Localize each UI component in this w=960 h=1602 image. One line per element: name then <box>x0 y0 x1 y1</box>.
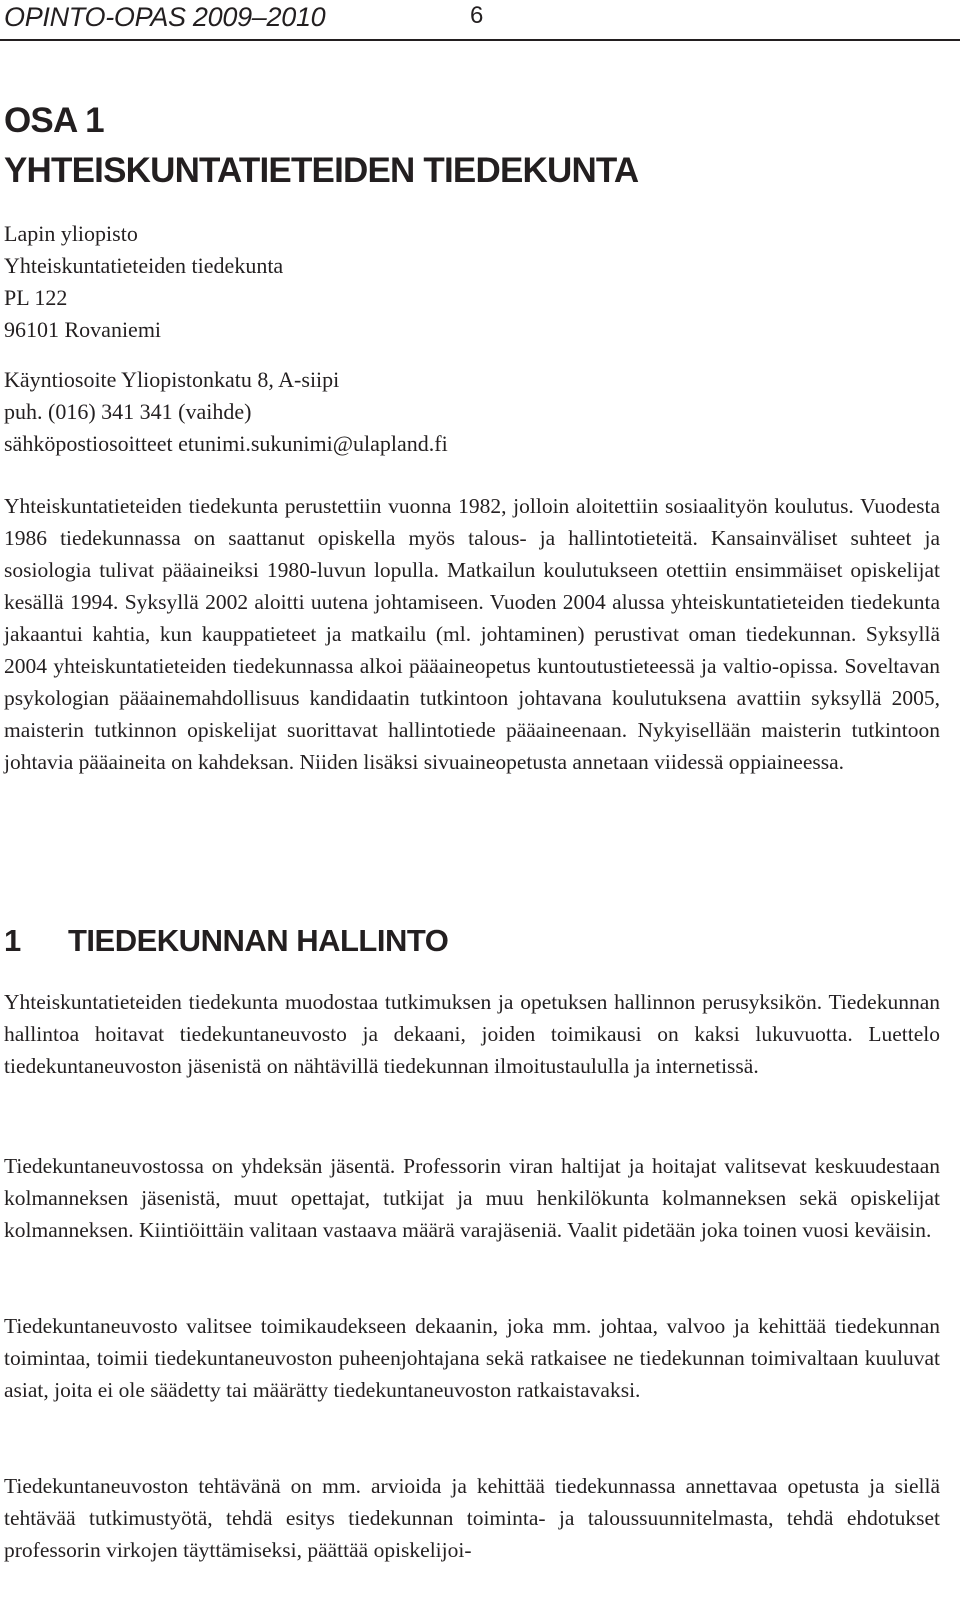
body-paragraph: Tiedekuntaneuvostossa on yhdeksän jäsentä. Professorin viran haltijat ja hoitajat valitsevat keskuudestaan kolmanneksen jäsenistä, muut opettajat, tutkijat ja muu henkilökunta kolmanneksen sekä opiskelijat kolmanneksen. Kiintiöittäin valitaan vastaava määrä varajäseniä. Vaalit pidetään joka toinen vuosi keväisin. <box>4 1154 940 1242</box>
body-paragraph: Tiedekuntaneuvoston tehtävänä on mm. arvioida ja kehittää tiedekunnassa annettavaa opetusta ja siellä tehtävää tutkimustyötä, tehdä esitys tiedekunnan toiminta- ja taloussuunnitelmasta, tehdä ehdotukset professorin virkojen täyttämiseksi, päättää opiskelijoi- <box>4 1474 940 1562</box>
address-block <box>4 218 448 460</box>
page-number: 6 <box>470 2 484 29</box>
email-info: sähköpostiosoitteet etunimi.sukunimi@ulapland.fi <box>4 431 448 456</box>
address-line: Lapin yliopisto <box>4 221 138 246</box>
part-number: OSA 1 <box>4 101 104 140</box>
visiting-address: Käyntiosoite Yliopistonkatu 8, A-siipi <box>4 367 340 392</box>
body-paragraph: Tiedekuntaneuvosto valitsee toimikaudekseen dekaanin, joka mm. johtaa, valvoo ja kehittää tiedekunnan toimintaa, toimii tiedekuntaneuvoston puheenjohtajana sekä ratkaisee ne tiedekunnan toimivaltaan kuuluvat asiat, joita ei ole säädetty tai määrätty tiedekuntaneuvoston ratkaistavaksi. <box>4 1314 940 1402</box>
address-line: 96101 Rovaniemi <box>4 317 162 342</box>
intro-paragraph: Yhteiskuntatieteiden tiedekunta perustettiin vuonna 1982, jolloin aloitettiin sosiaalityön koulutus. Vuodesta 1986 tiedekunnassa on saattanut opiskella myös talous- ja hallintotieteitä. Kansainväliset suhteet ja sosiologia tulivat pääaineiksi 1980-luvun lopulla. Matkailun koulutukseen otettiin ensimmäiset opiskelijat kesällä 1994. Syksyllä 2002 aloitti uutena johtamiseen. Vuoden 2004 alussa yhteiskuntatieteiden tiedekunta jakaantui kahtia, kun kauppatieteet ja matkailu (ml. johtaminen) perustivat oman tiedekunnan. Syksyllä 2004 yhteiskuntatieteiden tiedekunnassa alkoi pääaineopetus kuntoutustieteessä ja valtio-opissa. Soveltavan psykologian pääainemahdollisuus kandidaatin tutkintoon johtavana koulutuksena avattiin syksyllä 2005, maisterin tutkinnon opiskelijat suorittavat hallintotiede pääaineenaan. Nykyisellään maisterin tutkintoon johtavia pääaineita on kahdeksan. Niiden lisäksi sivuaineopetusta annetaan viidessä oppiaineessa. <box>4 494 940 774</box>
body-paragraph: Yhteiskuntatieteiden tiedekunta muodostaa tutkimuksen ja opetuksen hallinnon perusyksikön. Tiedekunnan hallintoa hoitavat tiedekuntaneuvosto ja dekaani, joiden toimikausi on kaksi lukuvuotta. Luettelo tiedekuntaneuvoston jäsenistä on nähtävillä tiedekunnan ilmoitustaululla ja internetissä. <box>4 990 940 1078</box>
section-heading <box>4 923 448 959</box>
faculty-name: YHTEISKUNTATIETEIDEN TIEDEKUNTA <box>4 151 639 190</box>
section-title: TIEDEKUNNAN HALLINTO <box>68 923 449 958</box>
page-header <box>0 0 960 36</box>
running-title: OPINTO-OPAS 2009–2010 <box>4 2 326 32</box>
address-line: PL 122 <box>4 285 68 310</box>
header-rule <box>0 39 960 41</box>
section-number: 1 <box>4 923 21 958</box>
address-line: Yhteiskuntatieteiden tiedekunta <box>4 253 284 278</box>
part-heading <box>4 96 638 196</box>
phone-number: puh. (016) 341 341 (vaihde) <box>4 399 252 424</box>
